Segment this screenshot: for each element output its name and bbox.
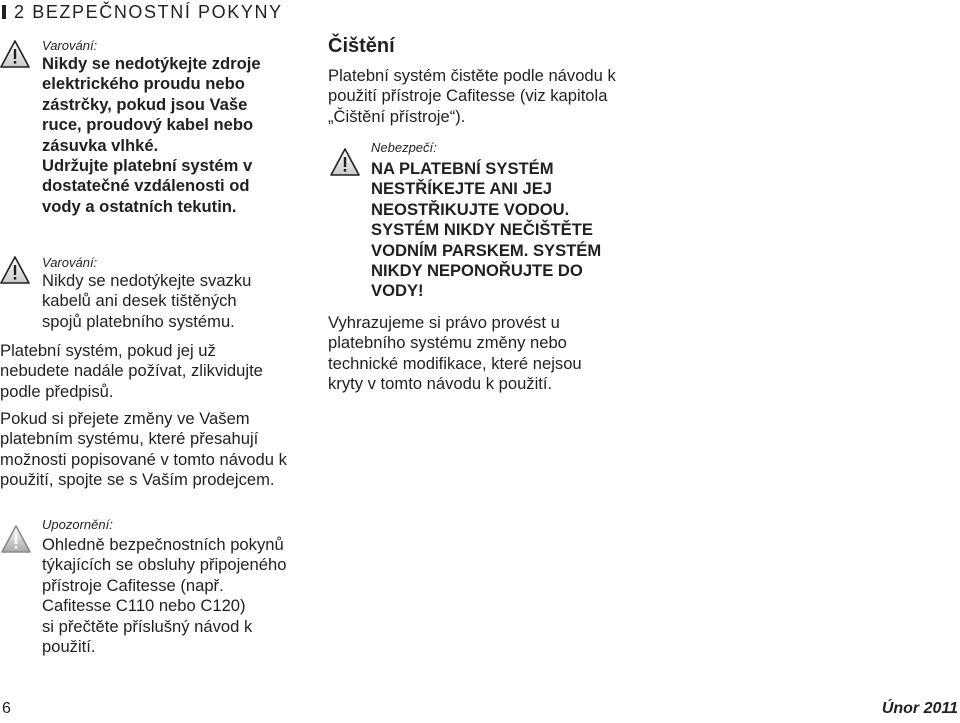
danger-line: NEOSTŘIKUJTE VODOU.	[371, 199, 570, 219]
changes-line: platebním systému, které přesahují	[0, 429, 259, 449]
cleaning-paragraph	[328, 66, 616, 127]
cleaning-line: použití přístroje Cafitesse (viz kapitola	[328, 86, 608, 106]
danger-label: Nebezpečí:	[371, 140, 437, 155]
cleaning-title: Čištění	[328, 35, 395, 57]
warning1-line: zásuvka vlhké.	[42, 135, 159, 155]
warning1-line: dostatečné vzdálenosti od	[42, 176, 250, 196]
warning1-label: Varování:	[42, 38, 98, 53]
warning1-line: ruce, proudový kabel nebo	[42, 115, 254, 135]
rights-paragraph	[328, 313, 582, 395]
warning2-label: Varování:	[42, 255, 98, 270]
changes-line: možnosti popisované v tomto návodu k	[0, 449, 287, 469]
changes-paragraph	[0, 409, 287, 491]
warning1-line: vody a ostatních tekutin.	[42, 196, 237, 216]
warning1-line: elektrického proudu nebo	[42, 74, 245, 94]
warning2-line: spojů platebního systému.	[42, 311, 235, 331]
danger-line: NA PLATEBNÍ SYSTÉM	[371, 159, 554, 178]
cleaning-line: „Čištění přístroje“).	[328, 106, 466, 126]
warning-triangle-icon	[0, 40, 30, 68]
notice-line: týkajících se obsluhy připojeného	[42, 555, 287, 575]
notice-line: Ohledně bezpečnostních pokynů	[42, 535, 284, 554]
warning2-line: kabelů ani desek tištěných	[42, 291, 237, 311]
disposal-line: podle předpisů.	[0, 381, 114, 401]
danger-line: SYSTÉM NIKDY NEČIŠTĚTE	[371, 220, 593, 240]
rights-line: platebního systému změny nebo	[328, 333, 567, 353]
rights-line: technické modifikace, které nejsou	[328, 353, 582, 373]
footer-date: Únor 2011	[881, 700, 958, 717]
disposal-line: nebudete nadále požívat, zlikvidujte	[0, 361, 263, 381]
notice-line: použití.	[42, 637, 96, 657]
warning1-line: Udržujte platební systém v	[42, 156, 253, 176]
cleaning-line: Platební systém čistěte podle návodu k	[328, 66, 616, 85]
page-section-title: 2 BEZPEČNOSTNÍ POKYNY	[14, 2, 283, 22]
danger-triangle-icon	[330, 148, 360, 176]
rights-line: Vyhrazujeme si právo provést u	[328, 313, 560, 332]
danger-line: NIKDY NEPONOŘUJTE DO	[371, 261, 583, 281]
notice-line: si přečtěte příslušný návod k	[42, 616, 253, 636]
header-bar	[2, 5, 6, 19]
danger-line: VODNÍM PARSKEM. SYSTÉM	[371, 240, 602, 260]
disposal-line: Platební systém, pokud jej už	[0, 341, 216, 360]
notice-triangle-icon	[1, 525, 31, 553]
page-number: 6	[2, 700, 11, 717]
notice-label: Upozornění:	[42, 517, 113, 532]
warning1-line: Nikdy se nedotýkejte zdroje	[42, 54, 261, 73]
warning2-line: Nikdy se nedotýkejte svazku	[42, 271, 252, 290]
notice-text	[42, 535, 286, 657]
changes-line: Pokud si přejete změny ve Vašem	[0, 409, 250, 428]
warning1-line: zástrčky, pokud jsou Vaše	[42, 94, 248, 114]
danger-line: VODY!	[371, 281, 424, 301]
warning2-text	[42, 271, 251, 332]
rights-line: kryty v tomto návodu k použití.	[328, 374, 553, 394]
danger-text	[371, 159, 601, 302]
disposal-paragraph	[0, 341, 263, 402]
warning1-text	[42, 54, 261, 217]
warning-triangle-icon	[0, 256, 30, 284]
notice-line: přístroje Cafitesse (např.	[42, 575, 224, 595]
changes-line: použití, spojte se s Vaším prodejcem.	[0, 470, 275, 490]
danger-line: NESTŘÍKEJTE ANI JEJ	[371, 179, 553, 199]
notice-line: Cafitesse C110 nebo C120)	[42, 596, 246, 616]
